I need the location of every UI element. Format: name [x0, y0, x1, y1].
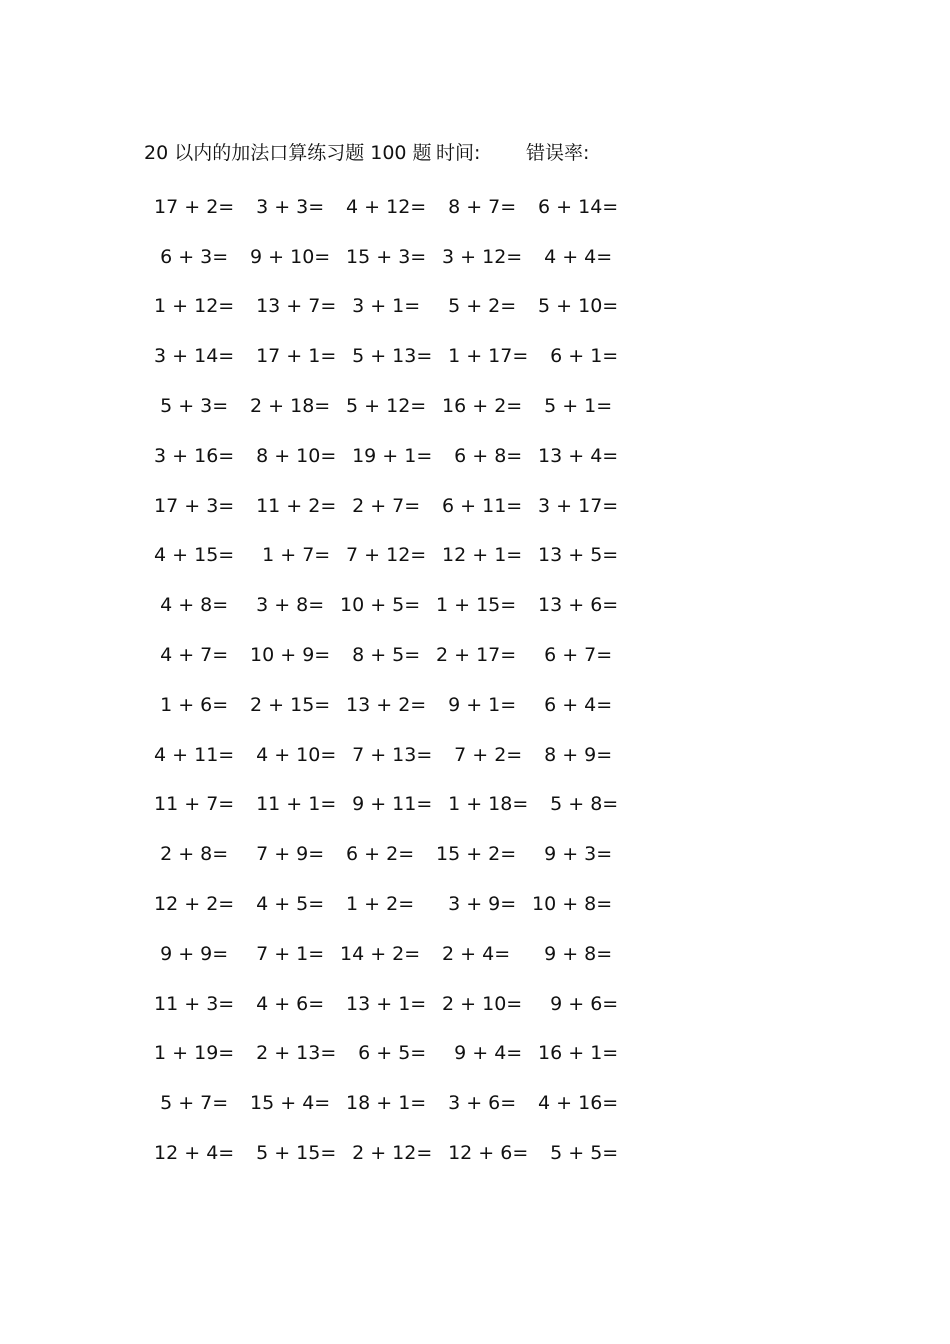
addition-problem: 10 + 8= — [532, 893, 613, 916]
addition-problem: 5 + 1= — [532, 395, 613, 418]
addition-problem: 8 + 9= — [532, 743, 613, 766]
addition-problem: 16 + 1= — [532, 1042, 619, 1065]
addition-problem: 6 + 3= — [148, 245, 229, 268]
problem-row — [148, 381, 628, 431]
addition-problem: 6 + 1= — [532, 345, 619, 368]
addition-problem: 12 + 6= — [436, 1142, 529, 1165]
addition-problem: 1 + 15= — [436, 594, 517, 617]
addition-problem: 4 + 16= — [532, 1092, 619, 1115]
addition-problem: 2 + 12= — [340, 1142, 433, 1165]
addition-problem: 19 + 1= — [340, 444, 433, 467]
addition-problem: 4 + 6= — [244, 992, 325, 1015]
addition-problem: 5 + 5= — [532, 1142, 619, 1165]
addition-problem: 6 + 8= — [436, 444, 523, 467]
addition-problem: 6 + 11= — [436, 494, 523, 517]
addition-problem: 5 + 15= — [244, 1142, 337, 1165]
addition-problem: 8 + 5= — [340, 644, 421, 667]
addition-problem: 3 + 1= — [340, 295, 421, 318]
addition-problem: 3 + 17= — [532, 494, 619, 517]
addition-problem: 12 + 4= — [148, 1142, 235, 1165]
addition-problem: 13 + 1= — [340, 992, 427, 1015]
addition-problem: 2 + 17= — [436, 644, 517, 667]
addition-problem: 10 + 5= — [340, 594, 421, 617]
addition-problem: 6 + 7= — [532, 644, 613, 667]
addition-problem: 6 + 5= — [340, 1042, 427, 1065]
addition-problem: 13 + 4= — [532, 444, 619, 467]
problem-row — [148, 630, 628, 680]
addition-problem: 6 + 14= — [532, 195, 619, 218]
addition-problem: 2 + 7= — [340, 494, 421, 517]
problem-row — [148, 730, 628, 780]
addition-problem: 7 + 12= — [340, 544, 427, 567]
addition-problem: 3 + 3= — [244, 195, 325, 218]
problem-row — [148, 829, 628, 879]
addition-problem: 5 + 13= — [340, 345, 433, 368]
problem-row — [148, 780, 628, 830]
addition-problem: 15 + 4= — [244, 1092, 331, 1115]
problem-row — [148, 531, 628, 581]
addition-problem: 5 + 10= — [532, 295, 619, 318]
addition-problem: 1 + 19= — [148, 1042, 235, 1065]
problem-row — [148, 232, 628, 282]
addition-problem: 13 + 5= — [532, 544, 619, 567]
addition-problem: 5 + 12= — [340, 395, 427, 418]
addition-problem: 18 + 1= — [340, 1092, 427, 1115]
worksheet-header — [144, 138, 589, 165]
addition-problem: 9 + 1= — [436, 693, 517, 716]
addition-problem: 11 + 3= — [148, 992, 235, 1015]
addition-problem: 9 + 8= — [532, 942, 613, 965]
problem-row — [148, 1128, 628, 1178]
addition-problem: 3 + 9= — [436, 893, 517, 916]
addition-problem: 9 + 6= — [532, 992, 619, 1015]
addition-problem: 3 + 6= — [436, 1092, 517, 1115]
addition-problem: 2 + 15= — [244, 693, 331, 716]
problem-row — [148, 481, 628, 531]
problem-row — [148, 879, 628, 929]
addition-problem: 7 + 13= — [340, 743, 433, 766]
addition-problem: 1 + 17= — [436, 345, 529, 368]
problem-row — [148, 580, 628, 630]
addition-problem: 8 + 10= — [244, 444, 337, 467]
addition-problem: 10 + 9= — [244, 644, 331, 667]
addition-problem: 4 + 7= — [148, 644, 229, 667]
problem-row — [148, 1029, 628, 1079]
addition-problem: 4 + 10= — [244, 743, 337, 766]
addition-problem: 13 + 7= — [244, 295, 337, 318]
addition-problem: 9 + 9= — [148, 942, 229, 965]
error-rate-label: 错误率: — [526, 142, 590, 164]
addition-problem: 5 + 3= — [148, 395, 229, 418]
problem-row — [148, 431, 628, 481]
addition-problem: 6 + 2= — [340, 843, 415, 866]
worksheet-title: 20 以内的加法口算练习题 100 题 — [144, 142, 432, 164]
addition-problem: 13 + 2= — [340, 693, 427, 716]
addition-problem: 17 + 2= — [148, 195, 235, 218]
addition-problem: 7 + 1= — [244, 942, 325, 965]
addition-problem: 3 + 16= — [148, 444, 235, 467]
addition-problem: 2 + 18= — [244, 395, 331, 418]
addition-problem: 4 + 15= — [148, 544, 235, 567]
problem-row — [148, 331, 628, 381]
addition-problem: 5 + 7= — [148, 1092, 229, 1115]
addition-problem: 3 + 12= — [436, 245, 523, 268]
addition-problem: 3 + 8= — [244, 594, 325, 617]
addition-problem: 16 + 2= — [436, 395, 523, 418]
addition-problem: 9 + 3= — [532, 843, 613, 866]
problem-row — [148, 979, 628, 1029]
addition-problem: 4 + 11= — [148, 743, 235, 766]
addition-problem: 2 + 8= — [148, 843, 229, 866]
addition-problem: 15 + 3= — [340, 245, 427, 268]
problem-row — [148, 182, 628, 232]
addition-problem: 15 + 2= — [436, 843, 517, 866]
addition-problem: 11 + 1= — [244, 793, 337, 816]
addition-problem: 1 + 2= — [340, 893, 415, 916]
addition-problem: 1 + 12= — [148, 295, 235, 318]
addition-problem: 12 + 1= — [436, 544, 523, 567]
addition-problem: 4 + 8= — [148, 594, 229, 617]
addition-problem: 3 + 14= — [148, 345, 235, 368]
addition-problem: 2 + 13= — [244, 1042, 337, 1065]
addition-problem: 7 + 9= — [244, 843, 325, 866]
addition-problem: 2 + 4= — [436, 942, 511, 965]
addition-problem: 17 + 1= — [244, 345, 337, 368]
addition-problem: 1 + 6= — [148, 693, 229, 716]
addition-problem: 4 + 12= — [340, 195, 427, 218]
addition-problem: 9 + 11= — [340, 793, 433, 816]
addition-problem: 11 + 7= — [148, 793, 235, 816]
addition-problem: 11 + 2= — [244, 494, 337, 517]
addition-problem: 12 + 2= — [148, 893, 235, 916]
addition-problem: 6 + 4= — [532, 693, 613, 716]
addition-problem: 8 + 7= — [436, 195, 517, 218]
addition-problem: 5 + 8= — [532, 793, 619, 816]
addition-problem: 14 + 2= — [340, 942, 421, 965]
addition-problem: 17 + 3= — [148, 494, 235, 517]
problem-grid — [148, 182, 628, 1178]
problem-row — [148, 929, 628, 979]
addition-problem: 4 + 4= — [532, 245, 613, 268]
addition-problem: 1 + 18= — [436, 793, 529, 816]
addition-problem: 1 + 7= — [244, 544, 331, 567]
problem-row — [148, 1078, 628, 1128]
addition-problem: 4 + 5= — [244, 893, 325, 916]
addition-problem: 13 + 6= — [532, 594, 619, 617]
problem-row — [148, 680, 628, 730]
addition-problem: 7 + 2= — [436, 743, 523, 766]
problem-row — [148, 282, 628, 332]
time-label: 时间: — [436, 142, 481, 164]
addition-problem: 9 + 4= — [436, 1042, 523, 1065]
addition-problem: 2 + 10= — [436, 992, 523, 1015]
addition-problem: 9 + 10= — [244, 245, 331, 268]
addition-problem: 5 + 2= — [436, 295, 517, 318]
